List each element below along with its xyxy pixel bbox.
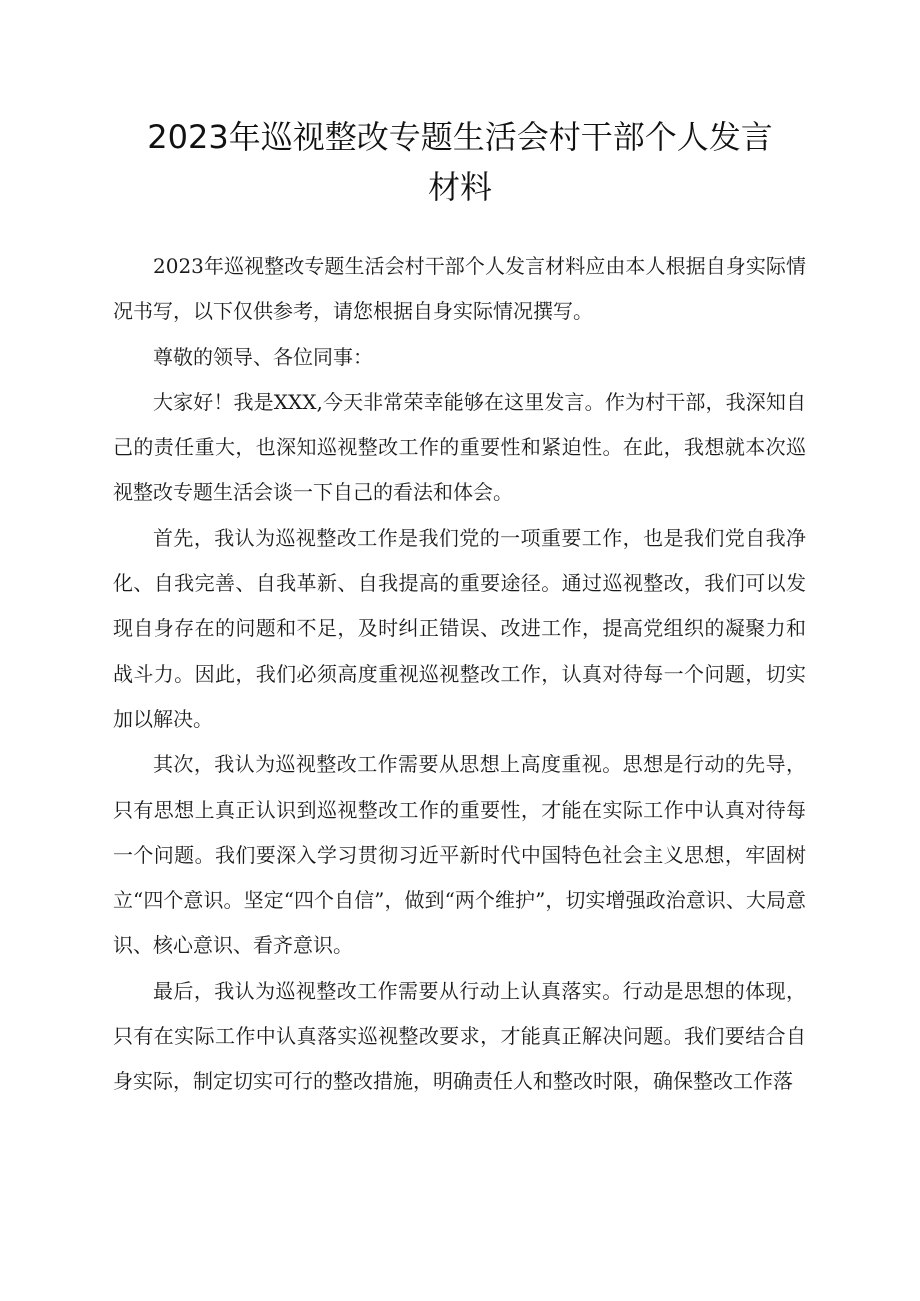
salutation: 尊敬的领导、各位同事： [153, 344, 373, 369]
second-point-paragraph: 其次，我认为巡视整改工作需要从思想上高度重视。思想是行动的先导，只有思想上真正认识到巡视整改工作的重要性，才能在实际工作中认真对待每一个问题。我们要深入学习贯彻习近平新时代中国特色社会主义思想，牢固树立“四个意识。坚定“四个自信”，做到“两个维护”，切实增强政治意识、大局意识、核心意识、看齐意识。 [113, 752, 806, 958]
intro-paragraph: 2023年巡视整改专题生活会村干部个人发言材料应由本人根据自身实际情况书写，以下仅供参考，请您根据自身实际情况撰写。 [113, 254, 806, 324]
title-line-1: 2023年巡视整改专题生活会村干部个人发言 [147, 118, 773, 156]
document-body [113, 244, 806, 1105]
greeting-paragraph: 大家好！我是XXX,今天非常荣幸能够在这里发言。作为村干部，我深知自己的责任重大，也深知巡视整改工作的重要性和紧迫性。在此，我想就本次巡视整改专题生活会谈一下自己的看法和体会。 [113, 389, 806, 505]
document-title [100, 112, 820, 212]
final-point-paragraph: 最后，我认为巡视整改工作需要从行动上认真落实。行动是思想的体现，只有在实际工作中认真落实巡视整改要求，才能真正解决问题。我们要结合自身实际，制定切实可行的整改措施，明确责任人和整改时限，确保整改工作落 [113, 978, 806, 1094]
first-point-paragraph: 首先，我认为巡视整改工作是我们党的一项重要工作，也是我们党自我净化、自我完善、自我革新、自我提高的重要途径。通过巡视整改，我们可以发现自身存在的问题和不足，及时纠正错误、改进工作，提高党组织的凝聚力和战斗力。因此，我们必须高度重视巡视整改工作，认真对待每一个问题，切实加以解决。 [113, 525, 806, 731]
title-line-2: 材料 [427, 168, 492, 206]
